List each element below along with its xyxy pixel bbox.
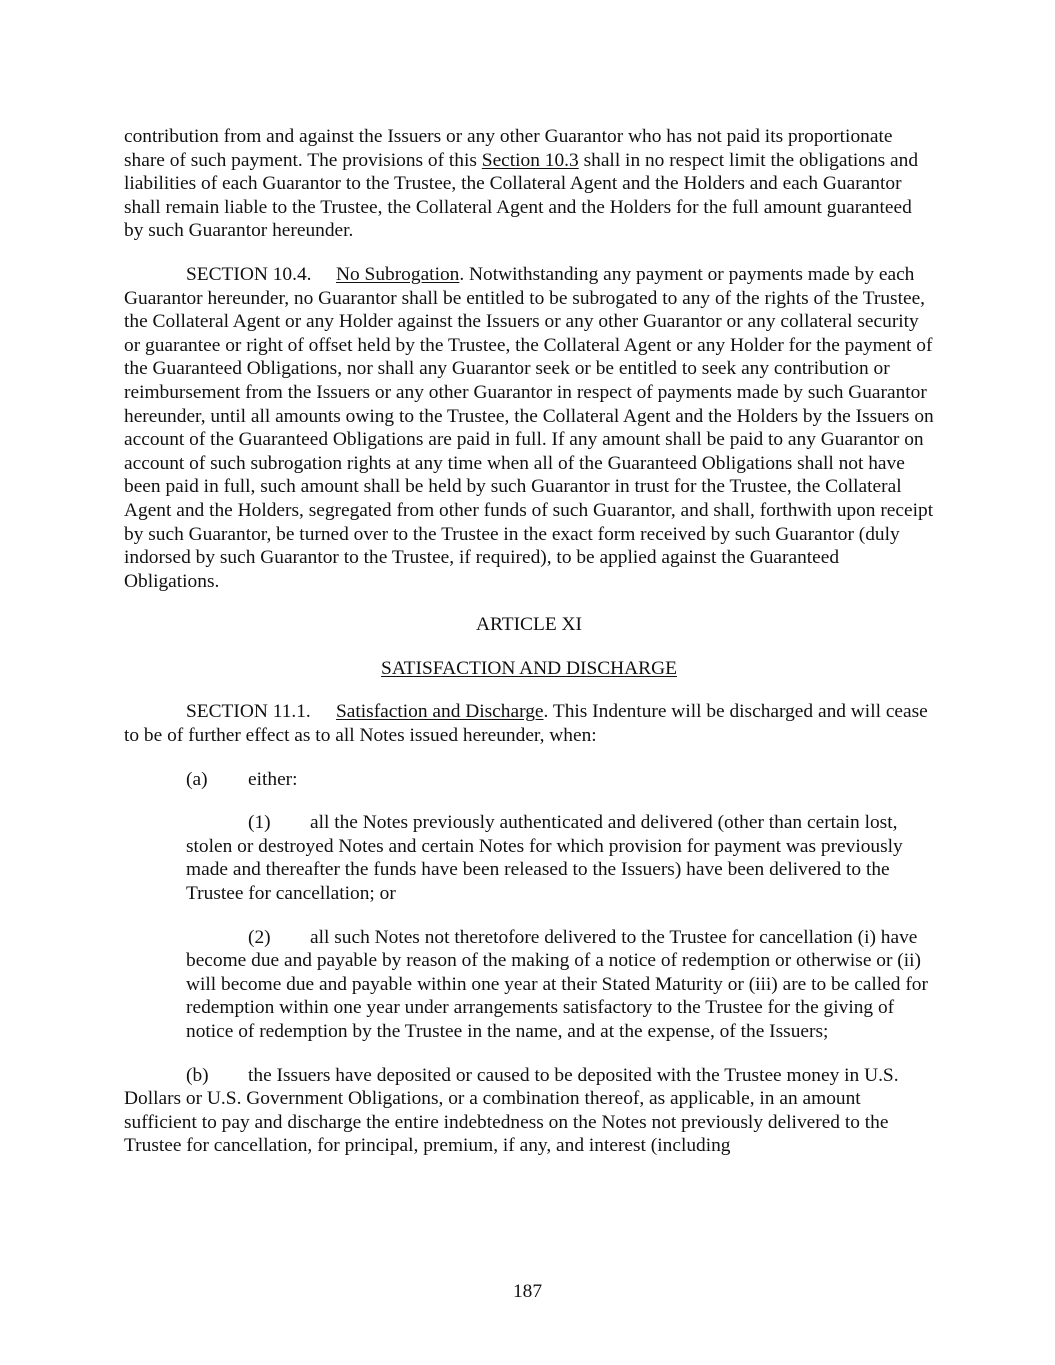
clause-label: (1) — [248, 812, 271, 834]
clause-text: either: — [248, 768, 298, 790]
section-reference-10-3: Section 10.3 — [481, 149, 579, 171]
section-body: . This Indenture will be discharged and will cease to be of further effect as to all Notes issued hereunder, when: — [124, 701, 928, 747]
document-page — [124, 125, 934, 1158]
clause-text: all the Notes previously authenticated and delivered (other than certain lost, stolen or destroyed Notes and certain Notes for which provision for payment was previously made and thereafter the funds have been released to the Issuers) have been delivered to the Trustee for cancellation; or — [186, 812, 903, 905]
clause-label: (2) — [248, 926, 271, 948]
article-heading: ARTICLE XI — [475, 614, 582, 636]
section-10-4 — [124, 263, 934, 593]
article-title-text: SATISFACTION AND DISCHARGE — [381, 657, 677, 679]
clause-label: (b) — [186, 1064, 209, 1086]
article-title — [124, 657, 934, 681]
clause-label: (a) — [186, 768, 208, 790]
section-body: . Notwithstanding any payment or payments made by each Guarantor hereunder, no Guarantor shall be entitled to be subrogated to any of the rights of the Trustee, the Collateral Agent or any Holder against the Issuers or any other Guarantor or any collateral security or guarantee or right of offset held by the Trustee, the Collateral Agent or any Holder for the payment of the Guaranteed Obligations, nor shall any Guarantor seek or be entitled to seek any contribution or reimbursement from the Issuers or any other Guarantor in respect of payments made by such Guarantor hereunder, until all amounts owing to the Trustee, the Collateral Agent and the Holders by the Issuers on account of the Guaranteed Obligations are paid in full. If any amount shall be paid to any Guarantor on account of such subrogation rights at any time when all of the Guaranteed Obligations shall not have been paid in full, such amount shall be held by such Guarantor in trust for the Trustee, the Collateral Agent and the Holders, segregated from other funds of such Guarantor, and shall, forthwith upon receipt by such Guarantor, be turned over to the Trustee in the exact form received by such Guarantor (duly indorsed by such Guarantor to the Trustee, if required), to be applied against the Guaranteed Obligations. — [124, 263, 934, 592]
paragraph-text: shall in no respect limit the obligations and liabilities of each Guarantor to the Trustee, the Collateral Agent and the Holders and each Guarantor shall remain liable to the Trustee, the Collateral Agent and the Holders for the full amount guaranteed by such Guarantor hereunder. — [124, 149, 919, 242]
clause-a-1 — [124, 811, 934, 905]
clause-b — [124, 1064, 934, 1158]
clause-a-2 — [124, 926, 934, 1044]
section-number: SECTION 10.4. — [186, 263, 312, 285]
clause-a — [124, 768, 934, 792]
page-number: 187 — [512, 1281, 543, 1302]
paragraph-section-10-3-continuation — [124, 125, 934, 243]
paragraph-text: contribution from and against the Issuers or any other Guarantor who has not paid its proportionate share of such payment. The provisions of this — [124, 126, 893, 171]
clause-text: the Issuers have deposited or caused to be deposited with the Trustee money in U.S. Dollars or U.S. Government Obligations, or a combination thereof, as applicable, in an amount sufficient to pay and discharge the entire indebtedness on the Notes not previously delivered to the Trustee for cancellation, for principal, premium, if any, and interest (including — [124, 1064, 899, 1157]
section-number: SECTION 11.1. — [186, 701, 311, 723]
section-title: Satisfaction and Discharge — [336, 701, 544, 723]
clause-text: all such Notes not theretofore delivered to the Trustee for cancellation (i) have become due and payable by reason of the making of a notice of redemption or otherwise or (ii) will become due and payable within one year at their Stated Maturity or (iii) are to be called for redemption within one year under arrangements satisfactory to the Trustee for the giving of notice of redemption by the Trustee in the name, and at the expense, of the Issuers; — [186, 926, 928, 1042]
section-11-1 — [124, 700, 934, 747]
section-title: No Subrogation — [336, 263, 460, 285]
